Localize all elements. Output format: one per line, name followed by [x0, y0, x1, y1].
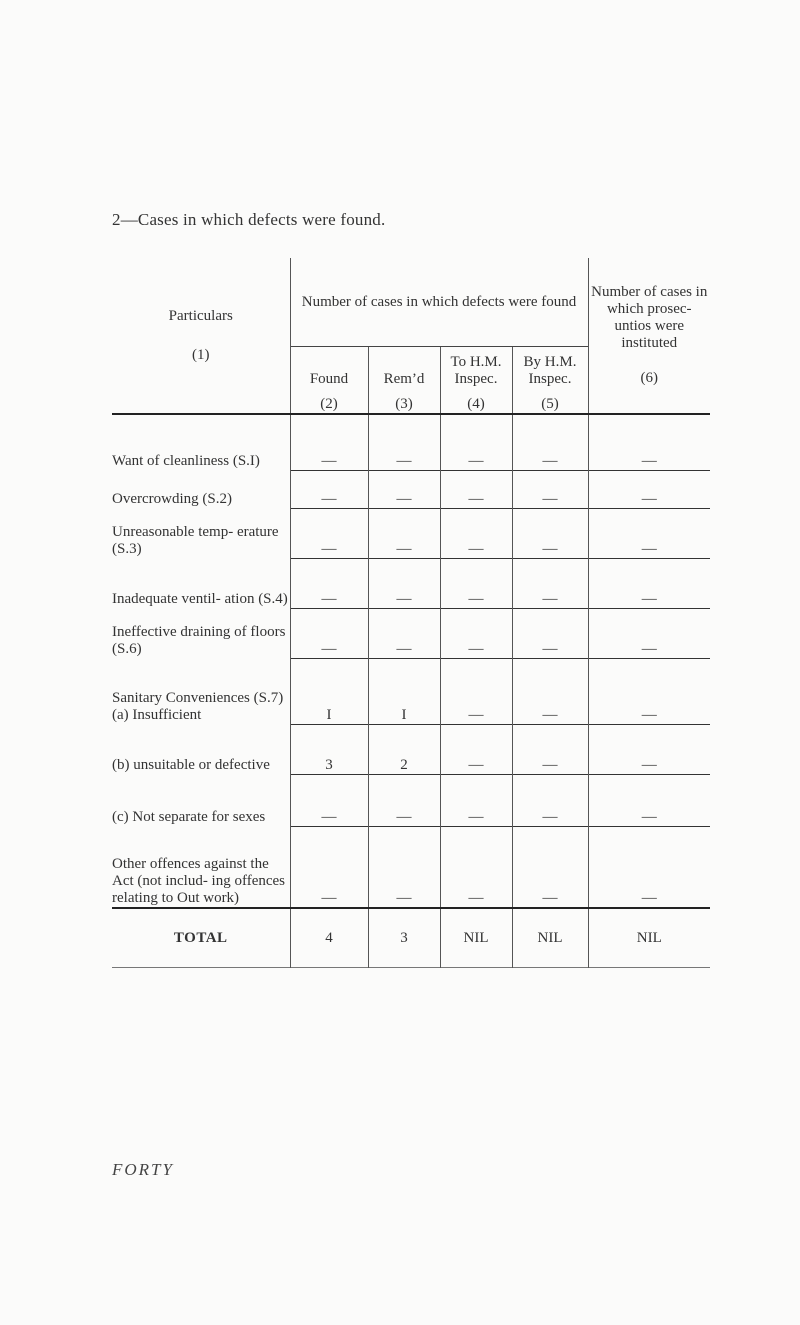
table-cell: —: [440, 724, 512, 774]
table-cell: —: [588, 774, 710, 826]
table-row: [112, 724, 710, 774]
total-cell: 4: [290, 908, 368, 968]
row-label: Unreasonable temp- erature (S.3): [112, 524, 279, 557]
table-cell: —: [368, 774, 440, 826]
table-row: [112, 508, 710, 558]
table-cell: —: [440, 414, 512, 470]
table-row: [112, 774, 710, 826]
table-cell: —: [290, 414, 368, 470]
group-header: Number of cases in which defects were found: [290, 258, 588, 347]
total-cell: NIL: [440, 908, 512, 968]
table-cell: 3: [290, 724, 368, 774]
table-cell: —: [512, 414, 588, 470]
bottom-rule-cell: [112, 968, 710, 969]
row-label: Inadequate ventil- ation (S.4): [112, 591, 288, 607]
total-cell: 3: [368, 908, 440, 968]
table-cell: —: [512, 774, 588, 826]
row-label: Overcrowding (S.2): [112, 491, 232, 507]
row-label: Want of cleanliness (S.I): [112, 453, 260, 469]
table-cell: —: [368, 414, 440, 470]
col-by-inspec-header: [512, 347, 588, 415]
prosecution-header: [588, 258, 710, 414]
table-cell: —: [440, 470, 512, 508]
section-heading: 2—Cases in which defects were found.: [112, 210, 386, 229]
table-cell: —: [588, 724, 710, 774]
table-cell: —: [512, 658, 588, 724]
col-to-inspec-header: [440, 347, 512, 415]
table-row: [112, 658, 710, 724]
total-cell: NIL: [588, 908, 710, 968]
table-cell: —: [290, 508, 368, 558]
total-row: [112, 908, 710, 968]
col-remd-label: Rem’d: [383, 371, 425, 387]
table-cell: —: [512, 558, 588, 608]
table-row: [112, 414, 710, 470]
table-cell: —: [512, 724, 588, 774]
table-cell: —: [512, 508, 588, 558]
table-cell: —: [368, 608, 440, 658]
table-cell: —: [588, 558, 710, 608]
table-cell: —: [290, 470, 368, 508]
col-by-inspec-num: (5): [541, 396, 559, 412]
table-cell: 2: [368, 724, 440, 774]
defects-table: [112, 258, 710, 968]
table-header-row: [112, 258, 710, 347]
table-row: [112, 470, 710, 508]
table-cell: —: [290, 774, 368, 826]
col-by-inspec-label: By H.M. Inspec.: [523, 354, 577, 387]
col-found-num: (2): [320, 396, 338, 412]
col-remd-num: (3): [395, 396, 413, 412]
table-cell: —: [588, 470, 710, 508]
table-cell: —: [290, 826, 368, 908]
table-cell: —: [440, 508, 512, 558]
table-row: [112, 826, 710, 908]
row-label: Ineffective draining of floors (S.6): [112, 624, 286, 657]
col-remd-header: [368, 347, 440, 415]
table-cell: —: [440, 826, 512, 908]
col-to-inspec-label: To H.M. Inspec.: [450, 354, 502, 387]
table-cell: —: [368, 508, 440, 558]
table-cell: —: [290, 608, 368, 658]
table-row: [112, 558, 710, 608]
table-cell: —: [588, 826, 710, 908]
table-cell: —: [440, 608, 512, 658]
table-cell: —: [368, 470, 440, 508]
table-cell: I: [368, 658, 440, 724]
col-to-inspec-num: (4): [467, 396, 485, 412]
table-cell: —: [588, 508, 710, 558]
table-cell: —: [512, 470, 588, 508]
row-label: (c) Not separate for sexes: [112, 809, 266, 825]
table-cell: —: [440, 774, 512, 826]
row-label: (b) unsuitable or defective: [112, 757, 270, 773]
prosecution-num: (6): [640, 370, 658, 386]
table-cell: —: [368, 826, 440, 908]
table-cell: —: [588, 414, 710, 470]
particulars-label: Particulars: [168, 307, 233, 324]
particulars-num: (1): [192, 346, 210, 363]
table-cell: —: [588, 608, 710, 658]
col-found-label: Found: [309, 371, 349, 387]
page-footer: FORTY: [112, 1160, 174, 1179]
total-cell: NIL: [512, 908, 588, 968]
table-cell: —: [368, 558, 440, 608]
table-cell: —: [440, 558, 512, 608]
col-found-header: [290, 347, 368, 415]
table-row: [112, 608, 710, 658]
bottom-rule: [112, 968, 710, 969]
particulars-header: [112, 258, 290, 414]
table-cell: —: [440, 658, 512, 724]
table-cell: —: [512, 826, 588, 908]
table-cell: —: [290, 558, 368, 608]
row-label: Other offences against the Act (not includ- ing offences relating to Out work): [112, 856, 286, 906]
row-label: Sanitary Conveniences (S.7) (a) Insufficient: [112, 690, 284, 723]
table-cell: —: [588, 658, 710, 724]
total-label: TOTAL: [112, 908, 290, 968]
table-cell: I: [290, 658, 368, 724]
table-cell: —: [512, 608, 588, 658]
prosecution-label: Number of cases in which prosec- untios were instituted: [591, 284, 708, 351]
